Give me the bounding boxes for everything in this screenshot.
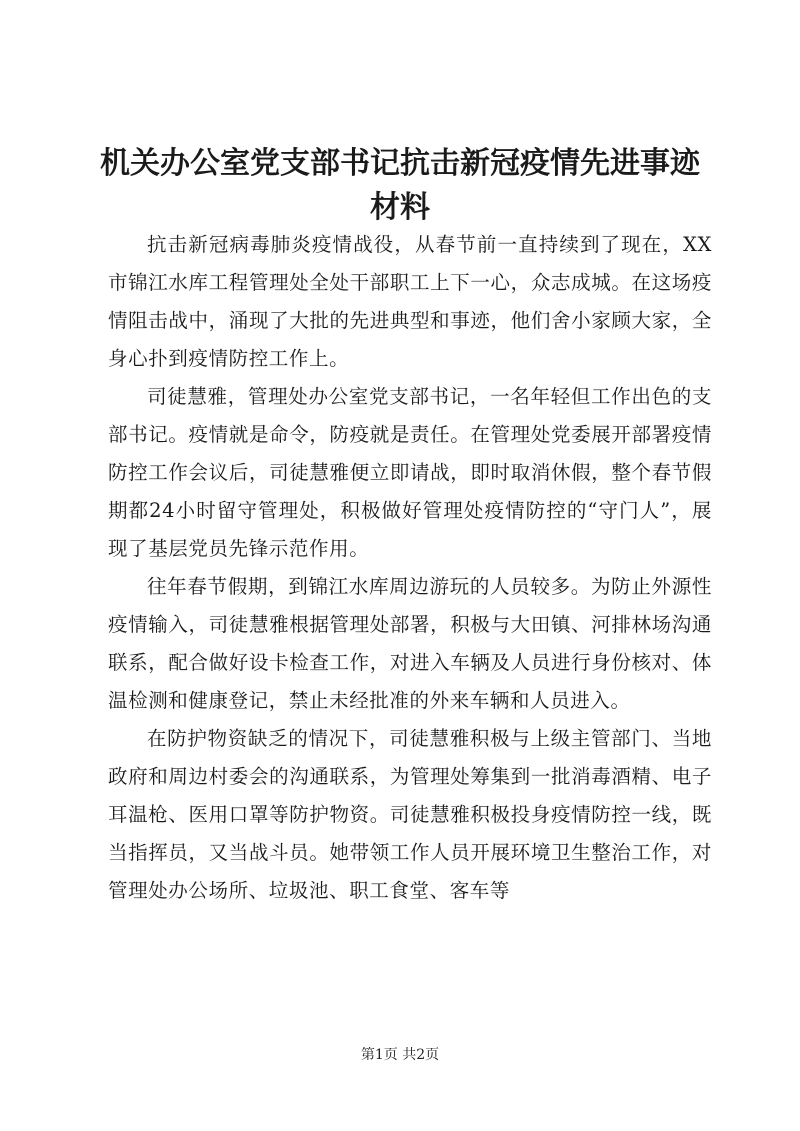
document-body <box>108 226 712 910</box>
paragraph-4: 在防护物资缺乏的情况下，司徒慧雅积极与上级主管部门、当地政府和周边村委会的沟通联系，为管理处筹集到一批消毒酒精、电子耳温枪、医用口罩等防护物资。司徒慧雅积极投身疫情防控一线，既当指挥员，又当战斗员。她带领工作人员开展环境卫生整治工作，对管理处办公场所、垃圾池、职工食堂、客车等 <box>108 727 712 902</box>
paragraph-1: 抗击新冠病毒肺炎疫情战役，从春节前一直持续到了现在，XX市锦江水库工程管理处全处干部职工上下一心，众志成城。在这场疫情阻击战中，涌现了大批的先进典型和事迹，他们舍小家顾大家，全身心扑到疫情防控工作上。 <box>108 233 712 370</box>
paragraph-3: 往年春节假期，到锦江水库周边游玩的人员较多。为防止外源性疫情输入，司徒慧雅根据管理处部署，积极与大田镇、河排林场沟通联系，配合做好设卡检查工作，对进入车辆及人员进行身份核对、体温检测和健康登记，禁止未经批准的外来车辆和人员进入。 <box>108 575 712 712</box>
page-footer: 第1页 共2页 <box>360 1047 440 1063</box>
document-title: 机关办公室党支部书记抗击新冠疫情先进事迹材料 <box>100 146 700 225</box>
paragraph-2: 司徒慧雅，管理处办公室党支部书记，一名年轻但工作出色的支部书记。疫情就是命令，防疫就是责任。在管理处党委展开部署疫情防控工作会议后，司徒慧雅便立即请战，即时取消休假，整个春节假期都24小时留守管理处，积极做好管理处疫情防控的“守门人”，展现了基层党员先锋示范作用。 <box>108 385 712 560</box>
